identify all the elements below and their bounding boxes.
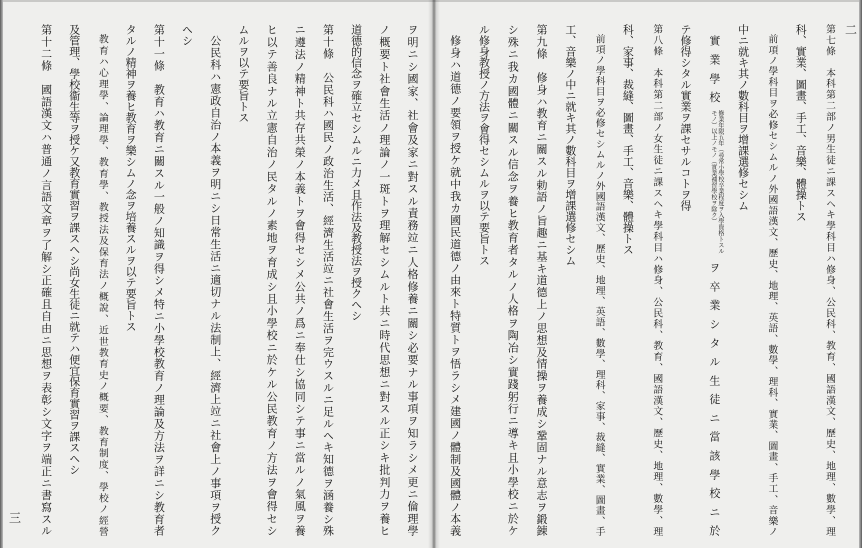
inline-annotation bbox=[710, 110, 724, 254]
text-column: ヘシ bbox=[180, 24, 194, 46]
text-column: ノ概要ト社會生活ノ理論ノ一斑トヲ理解セシムルト共ニ時代思想ニ對スル正シキ批判力ヲ養ヒ bbox=[377, 24, 391, 536]
text-column: 科、實業、圖畫、手工、音樂、體操トス bbox=[794, 24, 808, 222]
text-column: ル修身教授ノ方法ヲ會得セシムルヲ以テ要旨トス bbox=[477, 24, 491, 266]
text-column: 及管理、學校衞生等ヲ授ケ又教育實習ヲ課スヘシ尚女生徒ニ就テハ便宜保育實習ヲ課スヘシ bbox=[67, 24, 81, 475]
text-column: ムルヲ以テ要旨トス bbox=[236, 24, 250, 123]
text-column: 修身ハ道德ノ要領ヲ授ケ就中我カ國民道德ノ由來ト特質トヲ悟ラシメ建國ノ體制及國體ノ本義 bbox=[448, 35, 462, 536]
article-10-heading-column: 第十條 公民科ハ國民ノ政治生活、經濟生活竝ニ社會生活ヲ完ウスルニ足ルヘキ知德ヲ涵養シ殊 bbox=[321, 24, 335, 536]
text-column: シ殊ニ我カ國體ニ關スル信念ヲ養ヒ教育者タルノ人格ヲ陶冶シ實踐躬行ニ導キ且小學校ニ於ケ bbox=[506, 24, 520, 536]
text-column: 前項ノ學科目ヲ必修セシムルノ外國語漢文、歷史、地理、英語、數學、理科、實業、圖畫、手工、音樂ノ bbox=[766, 33, 778, 536]
page-number-left: 三 bbox=[9, 511, 22, 525]
right-page bbox=[439, 24, 843, 536]
scan-left-edge bbox=[0, 0, 3, 548]
text-column: 前項ノ學科目ヲ必修セシムルノ外國語漢文、歷史、地理、英語、數學、理科、家事、裁縫、實業、圖畫、手 bbox=[593, 33, 605, 536]
article-11-heading-column: 第十一條 教育ハ教育ニ關スル一般ノ知識ヲ得シメ特ニ小學校教育ノ理論及方法ヲ詳ニシ教育者 bbox=[152, 24, 166, 536]
article-12-heading-column: 第十二條 國語漢文ハ普通ノ言語文章ヲ了解シ正確且自由ニ思想ヲ表彰シ文字ヲ端正ニ書寫スル bbox=[39, 24, 53, 536]
text-column: ヲ明ニシ國家、社會及家ニ對スル責務竝ニ人格修養ニ關シ必要ナル事項ヲ知ラシメ更ニ倫理學 bbox=[406, 24, 419, 536]
article-7-heading-column: 第七條 本科第二部ノ男生徒ニ課スヘキ學科目ハ修身、公民科、教育、國語漢文、歷史、地理、數學、理 bbox=[824, 24, 835, 536]
annotation-line: モノ）以上ノモノ（實業補習學校ヲ除ク） bbox=[709, 110, 717, 225]
text-column: ニ遵法ノ精神ト共存共榮ノ本義トヲ會得セシメ公共ノ爲ニ奉仕シ協同シテ事ニ當ルノ氣風ヲ養 bbox=[293, 24, 307, 536]
text-column: ヒ以テ善良ナル立憲自治ノ民タルノ素地ヲ育成シ且小學校ニ於ケル公民教育ノ方法ヲ會得セシ bbox=[265, 24, 279, 536]
article-9-heading-column: 第九條 修身ハ教育ニ關スル勅語ノ旨趣ニ基キ道德上ノ思想及情操ヲ養成シ鞏固ナル意志ヲ鍛錬 bbox=[535, 24, 549, 536]
annotation-line: 修業年限五年（尋常小學校卒業程度ヲ入學資格トスル bbox=[716, 110, 724, 255]
text-column: 教育ハ心理學、論理學、教育學、教授法及保育法ノ概說、近世教育史ノ概要、教育制度、學校ノ經營 bbox=[96, 33, 108, 536]
column-text-after-note: ヲ卒業シタル生徒ニ當該學校ニ於 bbox=[707, 254, 721, 537]
article-8-heading-column: 第八條 本科第二部ノ女生徒ニ課スヘキ學科目ハ修身、公民科、教育、國語漢文、歷史、地理、數學、理 bbox=[651, 24, 663, 536]
text-column: 科、家事、裁縫、圖畫、手工、音樂、體操トス bbox=[621, 24, 635, 255]
text-column: 公民科ハ憲政自治ノ本義ヲ明ニシ日常生活ニ適切ナル法制上、經濟上竝ニ社會上ノ事項ヲ授ク bbox=[208, 35, 222, 536]
page-number-right: 二 bbox=[844, 23, 857, 37]
text-column: 道德的信念ヲ確立セシムルニ力メ且作法及教授法ヲ授クヘシ bbox=[349, 24, 363, 321]
text-column: テ修得シタル實業ヲ課セサルコトヲ得 bbox=[679, 24, 693, 211]
annotated-text-column bbox=[699, 24, 728, 536]
left-page bbox=[31, 24, 426, 536]
column-text-before-note: 實業學校 bbox=[707, 35, 721, 111]
text-column: 工、音樂ノ中ニ就キ其ノ數科目ヲ增課選修セシム bbox=[563, 24, 577, 266]
text-column: タルノ精神ヲ養ヒ教育ヲ樂シムノ念ヲ培養スルヲ以テ要旨トス bbox=[124, 24, 138, 332]
text-column: 中ニ就キ其ノ數科目ヲ增課選修セシム bbox=[736, 24, 750, 211]
